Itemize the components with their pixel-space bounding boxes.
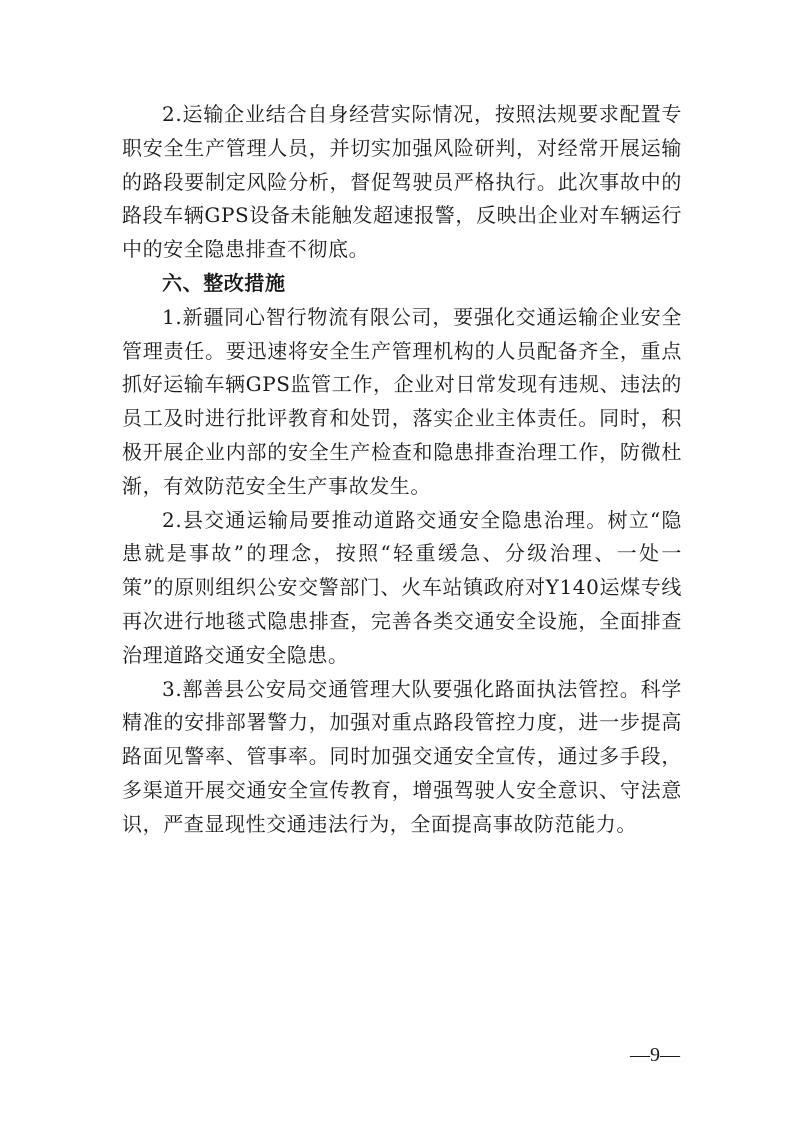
paragraph-measure-traffic-police: 3.鄯善县公安局交通管理大队要强化路面执法管控。科学精准的安排部署警力，加强对重点路段管控力度，进一步提高路面见警率、管事率。同时加强交通安全宣传，通过多手段，多渠道开展交通安全宣传教育，增强驾驶人安全意识、守法意识，严查显现性交通违法行为，全面提高事故防范能力。 (122, 676, 682, 836)
paragraph-measure-transport-bureau: 2.县交通运输局要推动道路交通安全隐患治理。树立“隐患就是事故”的理念，按照“轻重缓急、分级治理、一处一策”的原则组织公安交警部门、火车站镇政府对Y140运煤专线再次进行地毯式隐患排查，完善各类交通安全设施，全面排查治理道路交通安全隐患。 (122, 507, 682, 667)
section-heading-rectification: 六、整改措施 (162, 270, 286, 295)
page-number: —9— (630, 1044, 680, 1066)
document-body (122, 98, 682, 842)
paragraph-operator-responsibility: 2.运输企业结合自身经营实际情况，按照法规要求配置专职安全生产管理人员，并切实加强风险研判，对经常开展运输的路段要制定风险分析，督促驾驶员严格执行。此次事故中的路段车辆GPS设备未能触发超速报警，反映出企业对车辆运行中的安全隐患排查不彻底。 (122, 102, 682, 262)
paragraph-measure-company: 1.新疆同心智行物流有限公司，要强化交通运输企业安全管理责任。要迅速将安全生产管理机构的人员配备齐全，重点抓好运输车辆GPS监管工作，企业对日常发现有违规、违法的员工及时进行批评教育和处罚，落实企业主体责任。同时，积极开展企业内部的安全生产检查和隐患排查治理工作，防微杜渐，有效防范安全生产事故发生。 (122, 304, 682, 498)
